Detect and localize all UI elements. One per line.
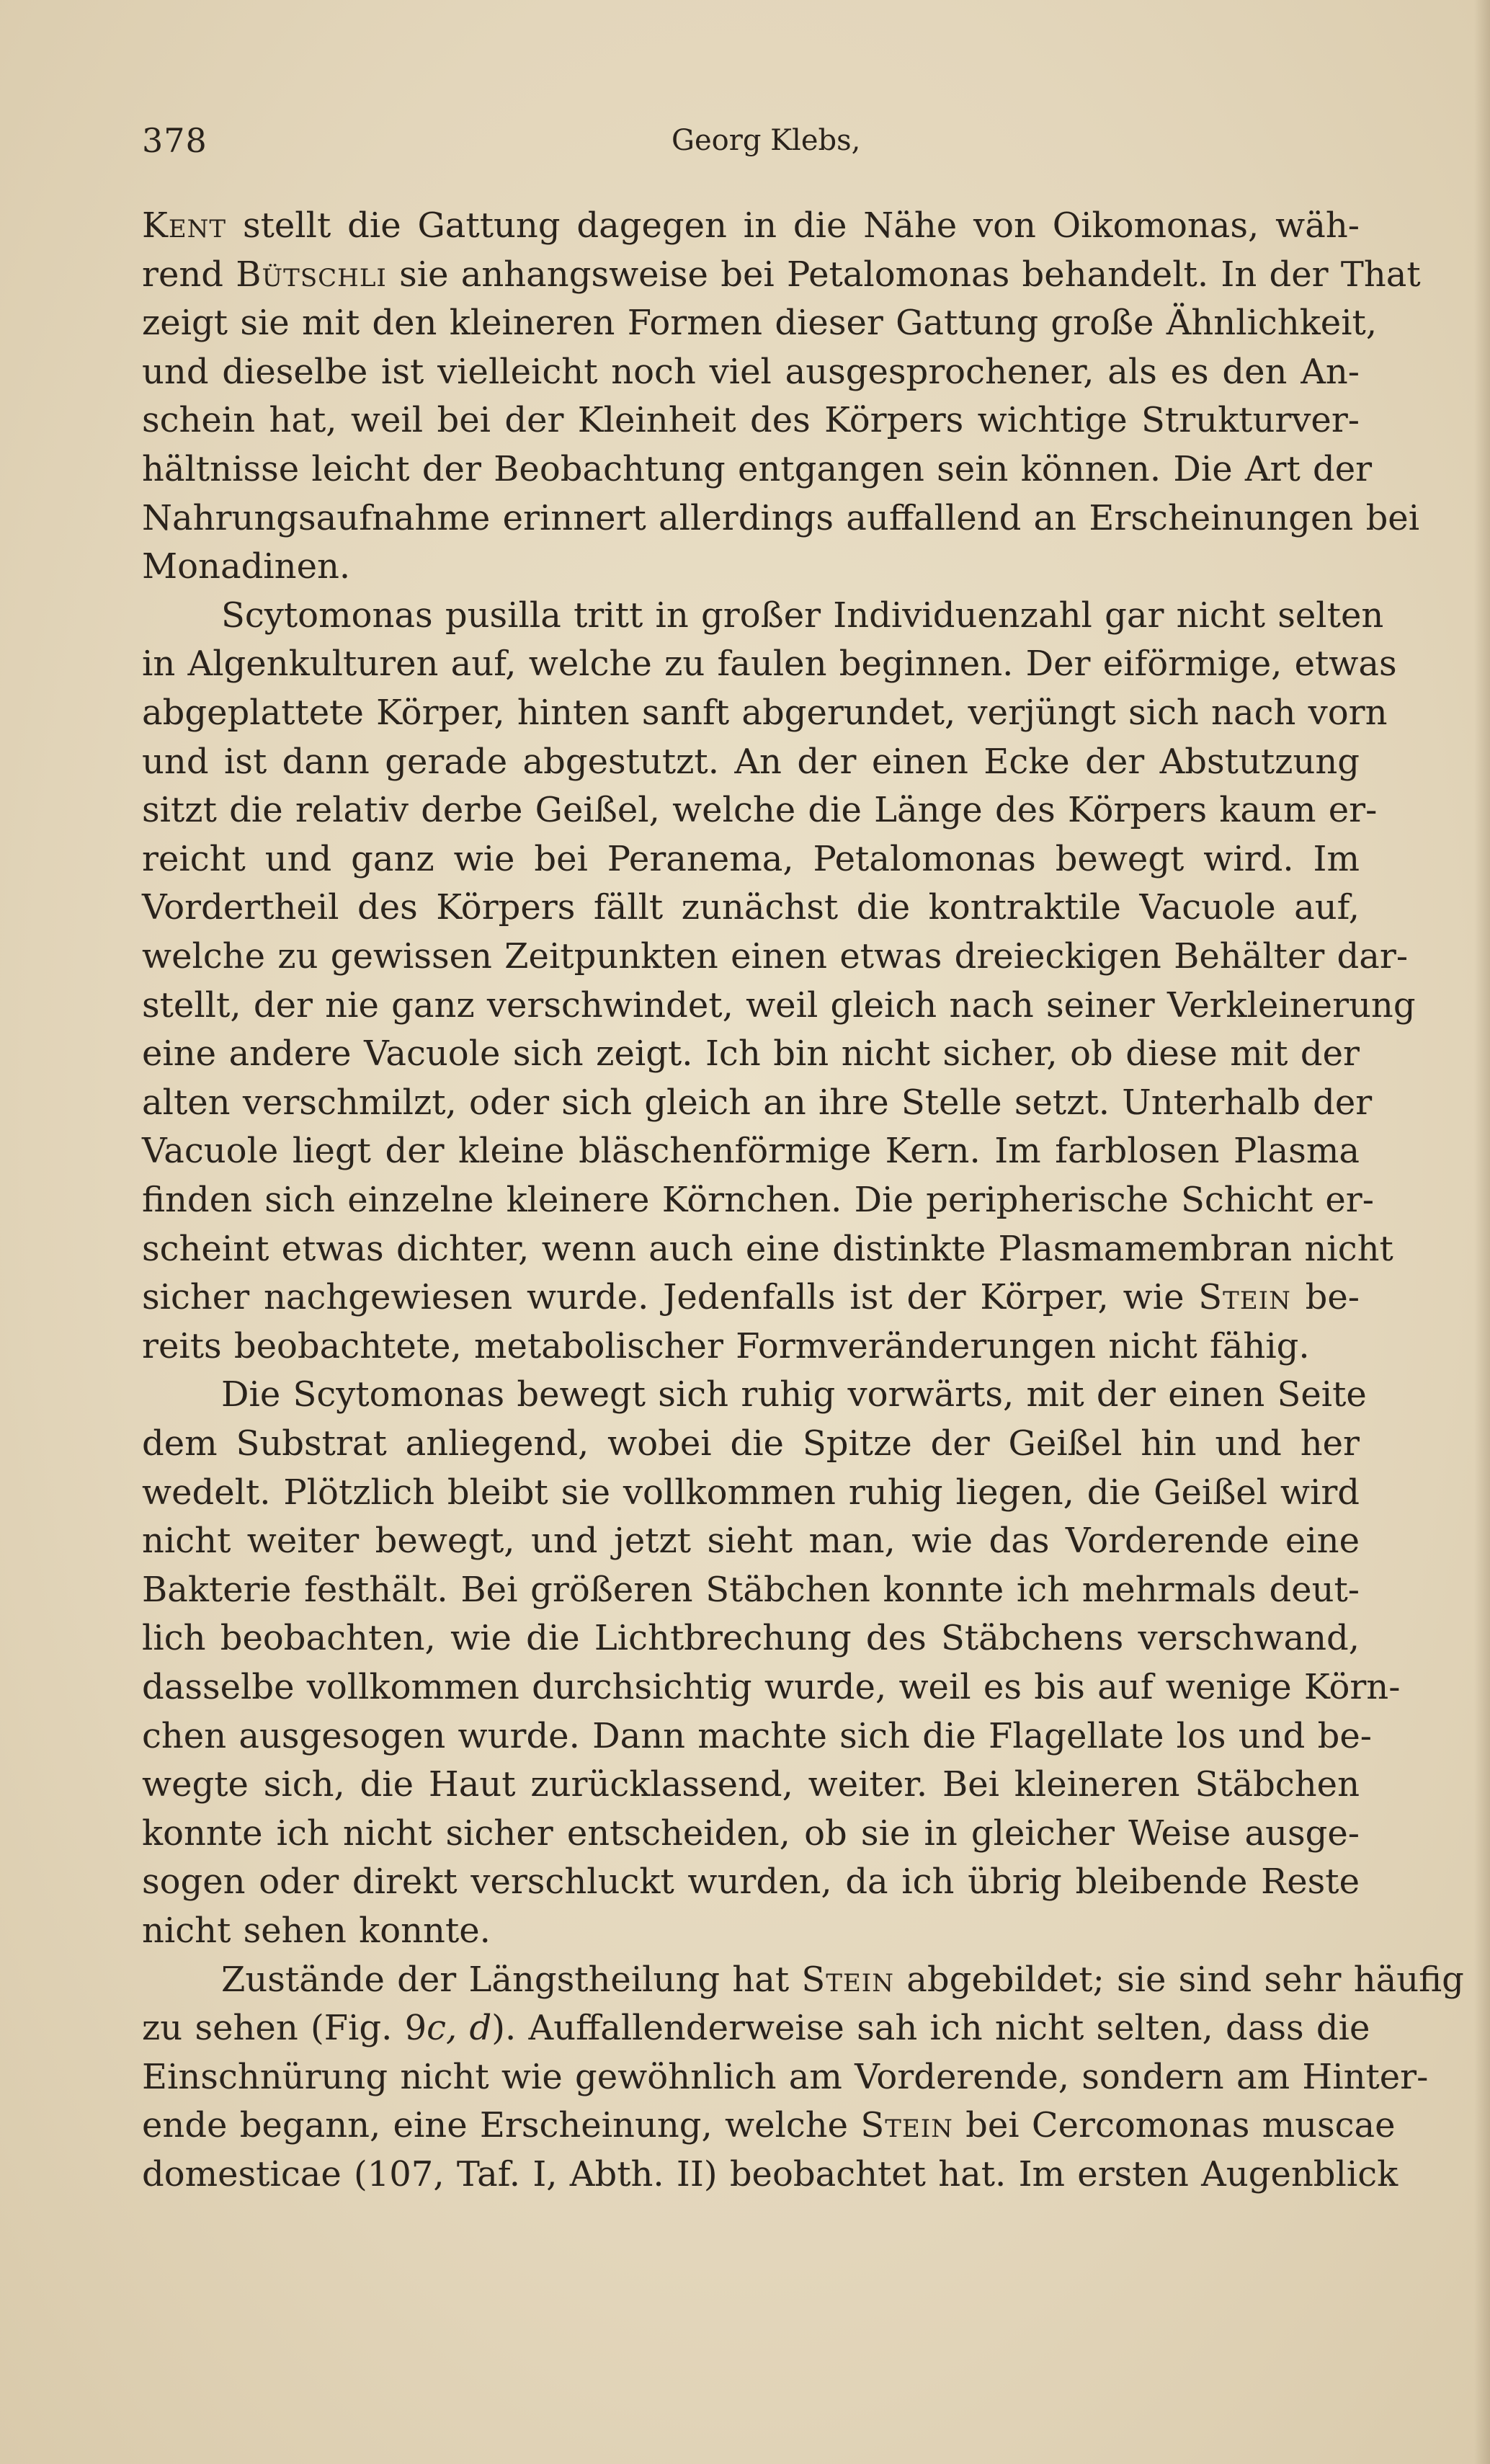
- line-text: Scytomonas pusilla tritt in großer Individuenzahl gar nicht selten: [221, 595, 1384, 636]
- line-text: Bakterie festhält. Bei größeren Stäbchen konnte ich mehrmals deut-: [142, 1570, 1360, 1610]
- text-line: [142, 396, 1360, 444]
- text-line: [142, 689, 1388, 737]
- line-text: dem Substrat anliegend, wobei die Spitze der Geißel hin und her: [142, 1423, 1360, 1464]
- text-line: [142, 2004, 1370, 2052]
- line-text: sogen oder direkt verschluckt wurden, da ich übrig bleibende Reste: [142, 1862, 1360, 1902]
- line-text: Vordertheil des Körpers fällt zunächst die kontraktile Vacuole auf,: [142, 887, 1360, 928]
- line-text: und ist dann gerade abgestutzt. An der einen Ecke der Abstutzung: [142, 742, 1360, 782]
- line-text: lich beobachten, wie die Lichtbrechung des Stäbchens verschwand,: [142, 1618, 1360, 1658]
- line-text: in Algenkulturen auf, welche zu faulen beginnen. Der eiförmige, etwas: [142, 644, 1397, 684]
- page-number: 378: [142, 121, 208, 160]
- text-line: [221, 592, 1384, 639]
- text-line: [142, 884, 1360, 931]
- text-line: [142, 1712, 1372, 1760]
- line-text: reits beobachtete, metabolischer Formveränderungen nicht fähig.: [142, 1326, 1310, 1366]
- line-text: abgeplattete Körper, hinten sanft abgerundet, verjüngt sich nach vorn: [142, 693, 1388, 733]
- text-line: [142, 299, 1378, 347]
- line-text: wedelt. Plötzlich bleibt sie vollkommen ruhig liegen, die Geißel wird: [142, 1472, 1360, 1513]
- text-line: [142, 1420, 1360, 1467]
- line-text: finden sich einzelne kleinere Körnchen. Die peripherische Schicht er-: [142, 1180, 1374, 1220]
- line-text: bei Cercomonas muscae: [953, 2105, 1396, 2145]
- text-line: [142, 1079, 1373, 1126]
- author-name: Stein: [801, 1960, 894, 2000]
- text-line: [142, 982, 1416, 1029]
- line-text: Die Scytomonas bewegt sich ruhig vorwärts, mit der einen Seite: [221, 1374, 1367, 1415]
- line-text: hältnisse leicht der Beobachtung entgangen sein können. Die Art der: [142, 449, 1373, 489]
- line-text: chen ausgesogen wurde. Dann machte sich die Flagellate los und be-: [142, 1716, 1372, 1756]
- line-text: nicht weiter bewegt, und jetzt sieht man, wie das Vorderende eine: [142, 1521, 1360, 1561]
- line-text: abgebildet; sie sind sehr häufig: [893, 1960, 1464, 2000]
- line-text: Einschnürung nicht wie gewöhnlich am Vorderende, sondern am Hinter-: [142, 2057, 1429, 2097]
- line-text: stellt die Gattung dagegen in die Nähe von Oikomonas, wäh-: [226, 205, 1360, 246]
- text-line: [142, 1030, 1360, 1077]
- text-line: [142, 1810, 1360, 1857]
- line-text: be-: [1290, 1277, 1360, 1317]
- text-line: [142, 1273, 1360, 1321]
- line-text: alten verschmilzt, oder sich gleich an ihre Stelle setzt. Unterhalb der: [142, 1082, 1373, 1123]
- text-line: [142, 1614, 1360, 1662]
- line-text: Monadinen.: [142, 546, 351, 587]
- line-text: Vacuole liegt der kleine bläschenförmige Kern. Im farblosen Plasma: [142, 1131, 1360, 1171]
- page-header: [142, 121, 1367, 172]
- text-line: [142, 2101, 1396, 2149]
- line-text: zeigt sie mit den kleineren Formen dieser Gattung große Ähnlichkeit,: [142, 303, 1378, 343]
- text-line: [142, 1176, 1374, 1224]
- author-name: Stein: [1198, 1277, 1291, 1317]
- text-line: [142, 494, 1420, 542]
- line-text: stellt, der nie ganz verschwindet, weil gleich nach seiner Verkleinerung: [142, 985, 1416, 1026]
- text-line: [142, 1858, 1360, 1905]
- author-name: Stein: [860, 2105, 953, 2145]
- line-text: zu sehen (Fig. 9: [142, 2008, 427, 2048]
- text-line: [142, 1761, 1360, 1808]
- text-line: [142, 202, 1360, 249]
- author-name: Bütschli: [236, 254, 387, 295]
- text-line: [142, 835, 1360, 883]
- text-line: [142, 445, 1373, 493]
- text-line: [142, 2151, 1398, 2198]
- line-text: welche zu gewissen Zeitpunkten einen etwas dreieckigen Behälter dar-: [142, 936, 1409, 977]
- text-line: [142, 1566, 1360, 1614]
- author-name: Kent: [142, 205, 227, 246]
- text-line: [221, 1956, 1464, 2003]
- line-text: domesticae (107, Taf. I, Abth. II) beobachtet hat. Im ersten Augenblick: [142, 2154, 1398, 2194]
- text-line: [142, 1517, 1360, 1565]
- text-line: [142, 2053, 1429, 2101]
- line-text: ). Auffallenderweise sah ich nicht selten, dass die: [491, 2008, 1370, 2048]
- line-text: scheint etwas dichter, wenn auch eine distinkte Plasmamembran nicht: [142, 1229, 1393, 1269]
- text-line: [142, 786, 1378, 834]
- line-text: konnte ich nicht sicher entscheiden, ob sie in gleicher Weise ausge-: [142, 1813, 1360, 1854]
- line-text: rend: [142, 254, 236, 295]
- line-text: sitzt die relativ derbe Geißel, welche die Länge des Körpers kaum er-: [142, 790, 1378, 830]
- text-line: [142, 1469, 1360, 1516]
- running-head: Georg Klebs,: [672, 124, 861, 157]
- page-edge-shadow: [1474, 0, 1490, 2464]
- text-line: [142, 933, 1409, 980]
- text-line: [142, 1225, 1393, 1273]
- text-line: [142, 1907, 491, 1954]
- line-text: und dieselbe ist vielleicht noch viel ausgesprochener, als es den An-: [142, 352, 1360, 392]
- line-text: eine andere Vacuole sich zeigt. Ich bin nicht sicher, ob diese mit der: [142, 1033, 1360, 1074]
- text-line: [142, 1322, 1310, 1370]
- text-line: [142, 543, 350, 590]
- text-line: [142, 1127, 1360, 1175]
- line-text: wegte sich, die Haut zurücklassend, weiter. Bei kleineren Stäbchen: [142, 1764, 1360, 1805]
- text-line: [142, 640, 1397, 688]
- line-text: schein hat, weil bei der Kleinheit des Körpers wichtige Strukturver-: [142, 400, 1360, 440]
- line-text: ende begann, eine Erscheinung, welche: [142, 2105, 861, 2145]
- text-line: [142, 348, 1360, 396]
- line-text: Zustände der Längstheilung hat: [221, 1960, 802, 2000]
- line-text: sicher nachgewiesen wurde. Jedenfalls ist der Körper, wie: [142, 1277, 1199, 1317]
- line-text: reicht und ganz wie bei Peranema, Petalomonas bewegt wird. Im: [142, 839, 1360, 879]
- text-line: [142, 1663, 1401, 1711]
- text-line: [142, 251, 1421, 298]
- line-text: sie anhangsweise bei Petalomonas behandelt. In der That: [386, 254, 1421, 295]
- italic-text: c, d: [427, 2008, 492, 2048]
- text-line: [142, 738, 1360, 786]
- line-text: Nahrungsaufnahme erinnert allerdings auffallend an Erscheinungen bei: [142, 498, 1420, 538]
- line-text: dasselbe vollkommen durchsichtig wurde, weil es bis auf wenige Körn-: [142, 1667, 1401, 1707]
- text-line: [221, 1371, 1367, 1418]
- line-text: nicht sehen konnte.: [142, 1911, 491, 1951]
